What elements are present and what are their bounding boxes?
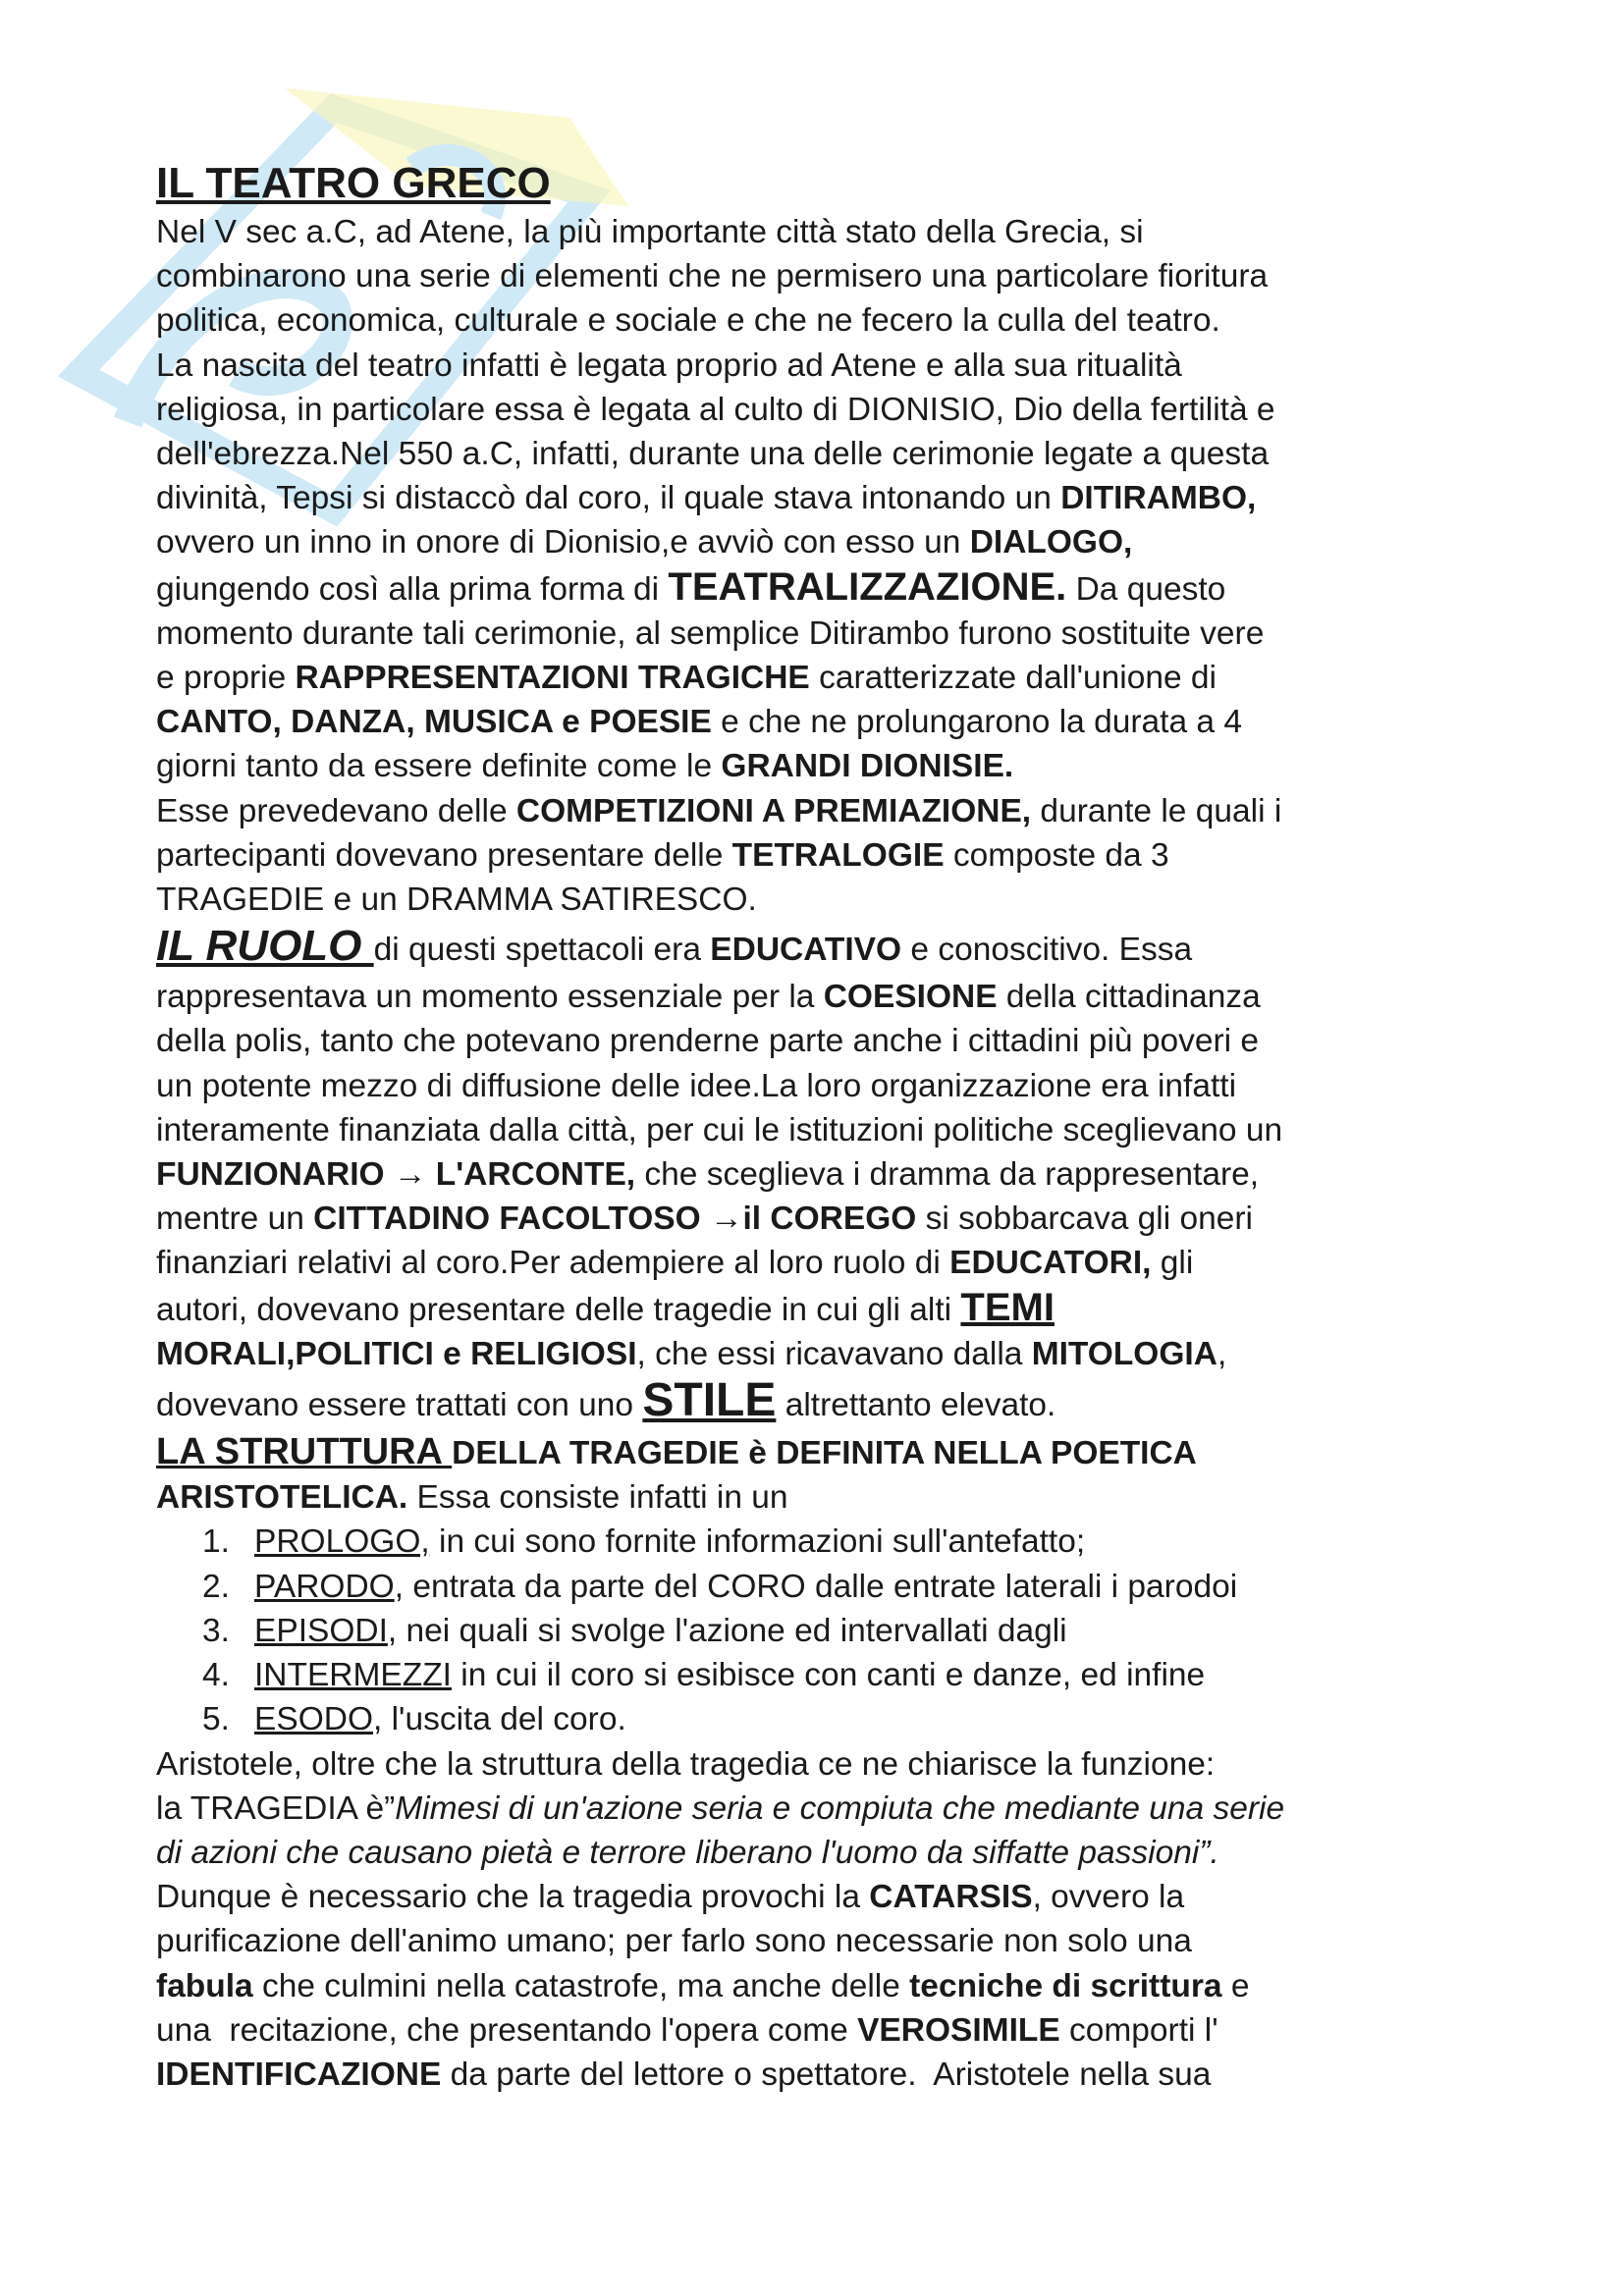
- list-item: 3. EPISODI, nei quali si svolge l'azione ed intervallati dagli: [202, 1612, 1067, 1649]
- ruolo-line-6: FUNZIONARIO → L'ARCONTE, che sceglieva i dramma da rappresentare,: [156, 1156, 1260, 1194]
- document-page: [156, 157, 1491, 2097]
- ruolo-line-7: mentre un CITTADINO FACOLTOSO →il COREGO si sobbarcava gli oneri: [156, 1201, 1253, 1238]
- p1-line-8: ovvero un inno in onore di Dionisio,e avviò con esso un DIALOGO,: [156, 524, 1133, 561]
- p1-line-14: Esse prevedevano delle COMPETIZIONI A PREMIAZIONE, durante le quali i: [156, 792, 1282, 829]
- aristotele-line-5: purificazione dell'animo umano; per farlo sono necessarie non solo una: [156, 1923, 1192, 1960]
- aristotele-line-4: Dunque è necessario che la tragedia provochi la CATARSIS, ovvero la: [156, 1879, 1185, 1916]
- aristotele-line-6: fabula che culmini nella catastrofe, ma anche delle tecniche di scrittura e: [156, 1967, 1250, 2004]
- p1-line-11: e proprie RAPPRESENTAZIONI TRAGICHE caratterizzate dall'unione di: [156, 660, 1217, 697]
- aristotele-line-2: la TRAGEDIA è”Mimesi di un'azione seria e compiuta che mediante una serie: [156, 1789, 1285, 1827]
- aristotele-line-8: IDENTIFICAZIONE da parte del lettore o spettatore. Aristotele nella sua: [156, 2056, 1212, 2093]
- ruolo-heading: IL RUOLO: [156, 922, 374, 971]
- ruolo-line-8: finanziari relativi al coro.Per adempiere al loro ruolo di EDUCATORI, gli: [156, 1245, 1194, 1282]
- list-item: 2. PARODO, entrata da parte del CORO dalle entrate laterali i parodoi: [202, 1568, 1238, 1605]
- ruolo-line-1: IL RUOLO di questi spettacoli era EDUCATIVO e conoscitivo. Essa: [156, 922, 1193, 971]
- ruolo-line-4: un potente mezzo di diffusione delle idee.La loro organizzazione era infatti: [156, 1067, 1237, 1104]
- struttura-heading: LA STRUTTURA: [156, 1431, 453, 1473]
- p1-line-5: religiosa, in particolare essa è legata al culto di DIONISIO, Dio della fertilità e: [156, 391, 1275, 428]
- ruolo-line-5: interamente finanziata dalla città, per cui le istituzioni politiche sceglievano un: [156, 1111, 1283, 1148]
- list-item: 5. ESODO, l'uscita del coro.: [202, 1701, 626, 1738]
- ruolo-line-9: autori, dovevano presentare delle tragedie in cui gli alti TEMI: [156, 1285, 1055, 1329]
- ruolo-line-3: della polis, tanto che potevano prenderne parte anche i cittadini più poveri e: [156, 1023, 1260, 1060]
- p1-line-6: dell'ebrezza.Nel 550 a.C, infatti, durante una delle cerimonie legate a questa: [156, 436, 1270, 473]
- p1-line-10: momento durante tali cerimonie, al semplice Ditirambo furono sostituite vere: [156, 614, 1265, 652]
- p1-line-16: TRAGEDIE e un DRAMMA SATIRESCO.: [156, 881, 757, 919]
- aristotele-line-3: di azioni che causano pietà e terrore liberano l'uomo da siffatte passioni”.: [156, 1834, 1219, 1871]
- p1-line-7: divinità, Tepsi si distaccò dal coro, il quale stava intonando un DITIRAMBO,: [156, 480, 1257, 517]
- ruolo-line-2: rappresentava un momento essenziale per la COESIONE della cittadinanza: [156, 979, 1261, 1016]
- p1-line-13: giorni tanto da essere definite come le GRANDI DIONISIE.: [156, 748, 1014, 785]
- p1-line-9: giungendo così alla prima forma di TEATRALIZZAZIONE. Da questo: [156, 564, 1226, 609]
- doc-title: IL TEATRO GRECO: [156, 159, 551, 207]
- struttura-line-2: ARISTOTELICA. Essa consiste infatti in un: [156, 1479, 788, 1517]
- aristotele-line-1: Aristotele, oltre che la struttura della tragedia ce ne chiarisce la funzione:: [156, 1745, 1216, 1783]
- p1-line-4: La nascita del teatro infatti è legata proprio ad Atene e alla sua ritualità: [156, 347, 1182, 384]
- list-item: 1. PROLOGO, in cui sono fornite informazioni sull'antefatto;: [202, 1523, 1086, 1561]
- struttura-line-1: LA STRUTTURA DELLA TRAGEDIE è DEFINITA NELLA POETICA: [156, 1431, 1197, 1473]
- ruolo-line-11: dovevano essere trattati con uno STILE altrettanto elevato.: [156, 1374, 1056, 1427]
- ruolo-line-10: MORALI,POLITICI e RELIGIOSI, che essi ricavavano dalla MITOLOGIA,: [156, 1335, 1227, 1372]
- doc-title-line: [156, 157, 1491, 210]
- list-item: 4. INTERMEZZI in cui il coro si esibisce con canti e danze, ed infine: [202, 1657, 1206, 1694]
- p1-line-1: Nel V sec a.C, ad Atene, la più importante città stato della Grecia, si: [156, 214, 1144, 250]
- p1-line-2: combinarono una serie di elementi che ne permisero una particolare fioritura: [156, 258, 1269, 295]
- aristotele-line-7: una recitazione, che presentando l'opera come VEROSIMILE comporti l': [156, 2011, 1218, 2049]
- p1-line-15: partecipanti dovevano presentare delle TETRALOGIE composte da 3: [156, 836, 1169, 874]
- p1-line-3: politica, economica, culturale e sociale e che ne fecero la culla del teatro.: [156, 302, 1220, 340]
- structure-list: [156, 1520, 1491, 1741]
- p1-line-12: CANTO, DANZA, MUSICA e POESIE e che ne prolungarono la durata a 4: [156, 704, 1242, 741]
